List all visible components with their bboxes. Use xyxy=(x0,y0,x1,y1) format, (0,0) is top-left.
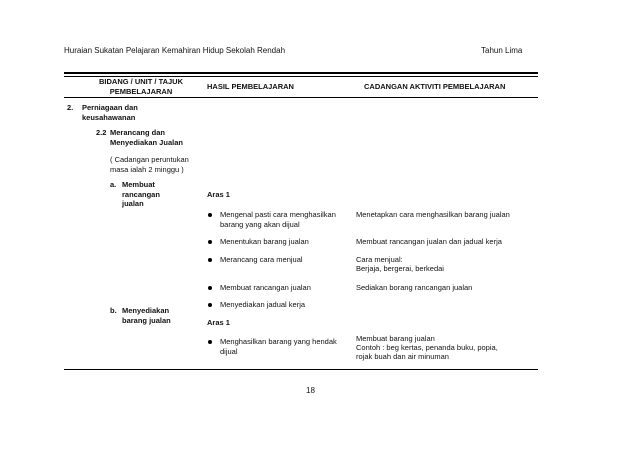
topic-number: 2. xyxy=(67,103,74,112)
level-a: Aras 1 xyxy=(207,190,230,199)
allocation-note: ( Cadangan peruntukan masa ialah 2 minggu ) xyxy=(110,155,189,174)
document-header-title: Huraian Sukatan Pelajaran Kemahiran Hidup Sekolah Rendah xyxy=(64,46,286,55)
bullet-icon xyxy=(208,258,212,262)
subtopic-a-label: a. xyxy=(110,180,117,189)
document-header-year: Tahun Lima xyxy=(481,46,523,55)
bullet-icon xyxy=(208,340,212,344)
outcome-item: Merancang cara menjual xyxy=(220,255,303,264)
table-bottom-rule xyxy=(64,369,538,370)
table-header-rule xyxy=(64,97,538,98)
activity-item: Menetapkan cara menghasilkan barang jualan xyxy=(356,210,510,219)
activity-item: rojak buah dan air minuman xyxy=(356,352,449,361)
unit-title: Merancang dan Menyediakan Jualan xyxy=(110,128,183,147)
activity-item: Contoh : beg kertas, penanda buku, popia, xyxy=(356,343,498,352)
page-number: 18 xyxy=(306,386,315,395)
subtopic-a-title: Membuat rancangan jualan xyxy=(122,180,160,208)
column-header-activities: CADANGAN AKTIVITI PEMBELAJARAN xyxy=(364,82,506,91)
bullet-icon xyxy=(208,303,212,307)
outcome-item: Menghasilkan barang yang hendak dijual xyxy=(220,337,337,356)
unit-number: 2.2 xyxy=(96,128,107,137)
column-header-topic: BIDANG / UNIT / TAJUK PEMBELAJARAN xyxy=(98,77,184,96)
level-b: Aras 1 xyxy=(207,318,230,327)
outcome-item: Membuat rancangan jualan xyxy=(220,283,311,292)
outcome-item: Menyediakan jadual kerja xyxy=(220,300,306,309)
activity-item: Membuat barang jualan xyxy=(356,334,435,343)
activity-item: Berjaja, bergerai, berkedai xyxy=(356,264,444,273)
column-header-outcomes: HASIL PEMBELAJARAN xyxy=(207,82,294,91)
activity-item: Cara menjual: xyxy=(356,255,403,264)
subtopic-b-label: b. xyxy=(110,306,117,315)
table-top-rule xyxy=(64,72,538,74)
bullet-icon xyxy=(208,240,212,244)
subtopic-b-title: Menyediakan barang jualan xyxy=(122,306,171,325)
bullet-icon xyxy=(208,286,212,290)
topic-title: Perniagaan dan keusahawanan xyxy=(82,103,138,122)
bullet-icon xyxy=(208,213,212,217)
activity-item: Membuat rancangan jualan dan jadual kerja xyxy=(356,237,502,246)
activity-item: Sediakan borang rancangan jualan xyxy=(356,283,473,292)
outcome-item: Mengenal pasti cara menghasilkan barang yang akan dijual xyxy=(220,210,336,229)
outcome-item: Menentukan barang jualan xyxy=(220,237,309,246)
